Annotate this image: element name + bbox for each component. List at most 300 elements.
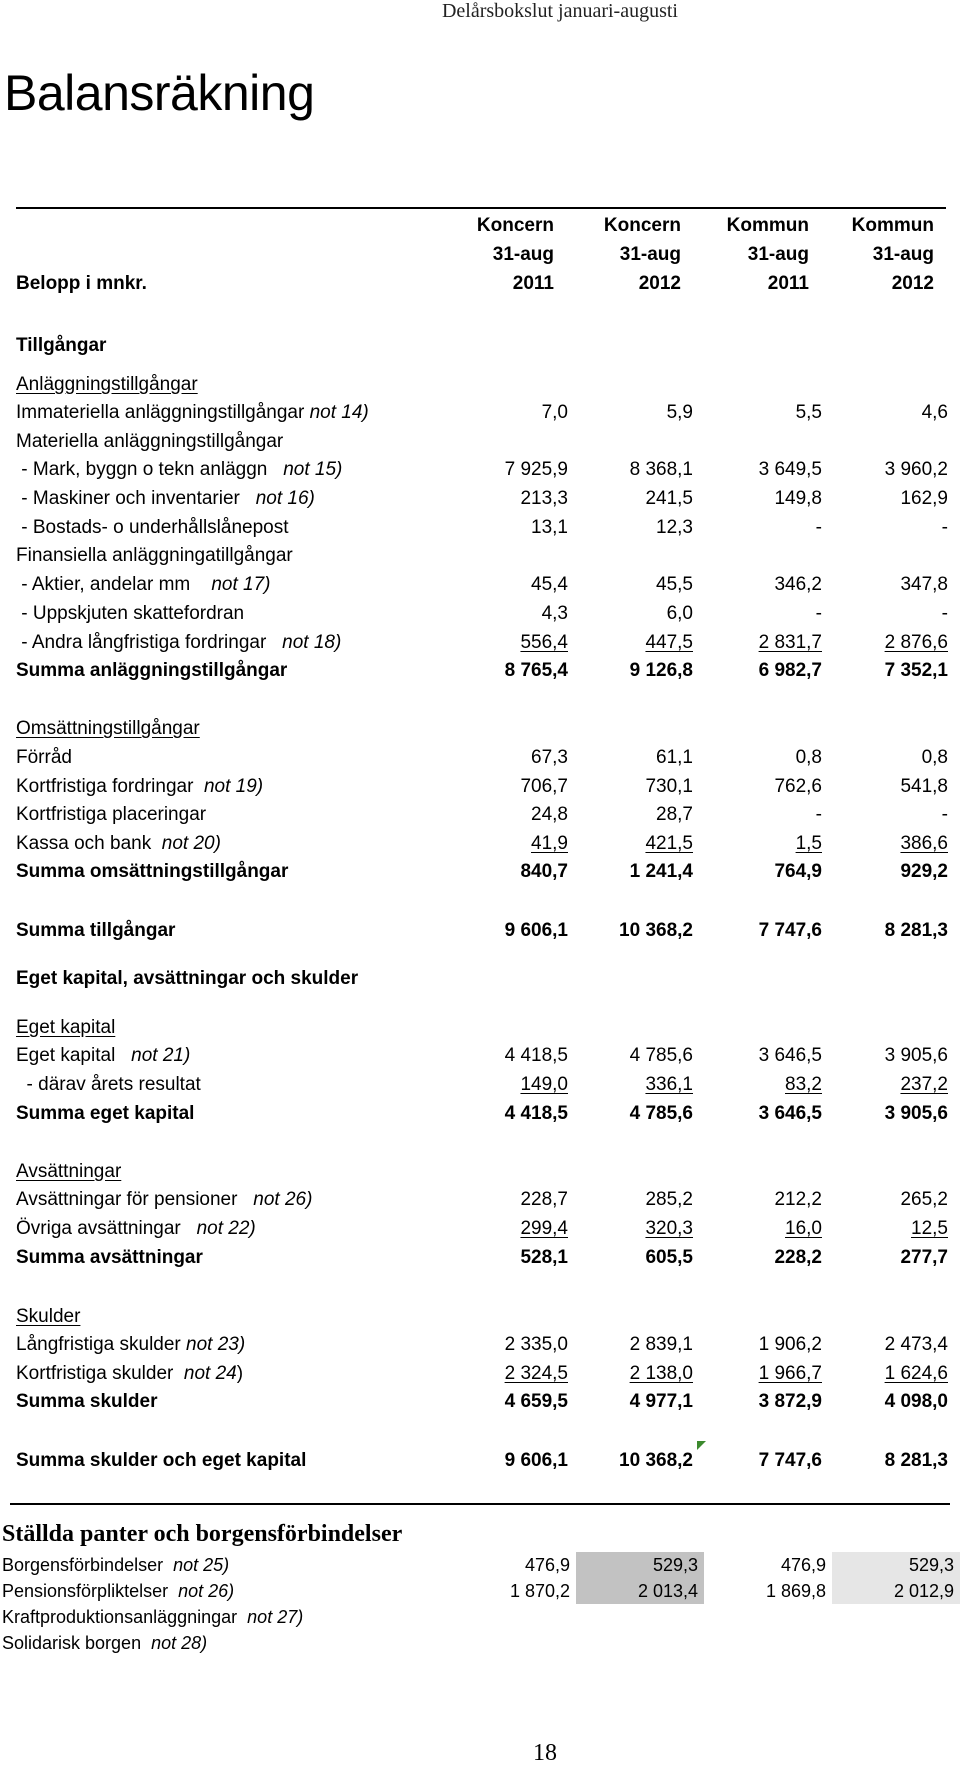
row-label-text: Immateriella anläggningstillgångar [16,402,310,423]
bottom-rule [10,1503,950,1505]
note-reference: not 28) [151,1633,208,1653]
table-row [0,628,960,657]
row-label-text: - Bostads- o underhållslånepost [16,517,289,538]
value-cell [722,398,822,427]
value-text: 8 368,1 [629,459,693,480]
value-cell [468,513,568,542]
guarantee-label-text: Kraftproduktionsanläggningar [2,1607,248,1627]
value-cell [722,1185,822,1214]
row-label [16,1214,256,1243]
value-text: 4 659,5 [504,1391,568,1412]
row-label [16,398,369,427]
row-label [16,599,244,628]
row-label [16,1013,115,1042]
value-cell [468,628,568,657]
value-cell [848,916,948,945]
col2-year: 2012 [638,273,681,294]
value-cell [593,1243,693,1272]
note-reference: not 22) [196,1218,256,1239]
value-cell [468,1446,568,1475]
note-suffix: ) [236,1363,244,1384]
guarantee-label-text: Borgensförbindelser [2,1555,174,1575]
value-text: 213,3 [520,488,568,509]
row-label [16,370,198,399]
value-cell [722,1243,822,1272]
table-row [0,455,960,484]
value-text: 149,0 [520,1074,568,1095]
page-title: Balansräkning [4,65,315,121]
value-text: 2 839,1 [629,1334,693,1355]
value-text: 2 335,0 [504,1334,568,1355]
value-text: 3 646,5 [758,1045,822,1066]
value-cell [722,484,822,513]
row-label [16,484,315,513]
value-cell [722,1099,822,1128]
table-row [0,599,960,628]
value-text: 336,1 [645,1074,693,1095]
value-cell [722,1446,822,1475]
guarantee-label [2,1552,229,1578]
value-cell [848,513,948,542]
value-text: 237,2 [900,1074,948,1095]
value-text: 929,2 [900,861,948,882]
value-cell [468,484,568,513]
note-reference: not 27) [247,1607,304,1627]
value-cell [848,1070,948,1099]
table-row [0,398,960,427]
row-label-text: Långfristiga skulder [16,1334,187,1355]
value-text: 3 960,2 [884,459,948,480]
value-text: 299,4 [520,1218,568,1239]
row-label-text: Summa omsättningstillgångar [16,861,289,882]
value-text: 162,9 [900,488,948,509]
table-row [0,714,960,743]
value-text: 556,4 [520,632,568,653]
row-label [16,772,263,801]
value-cell [722,800,822,829]
value-text: 4 977,1 [629,1391,693,1412]
value-cell [848,599,948,628]
value-text: - [941,804,948,825]
row-label-text: Summa anläggningstillgångar [16,660,288,681]
guarantee-value-cell: 2 013,4 [576,1578,704,1604]
guarantee-value-cell: 529,3 [832,1552,960,1578]
row-label [16,570,271,599]
table-row [0,857,960,886]
note-reference: not 15) [283,459,343,480]
value-text: 285,2 [645,1189,693,1210]
row-label [16,1099,194,1128]
value-cell [848,1099,948,1128]
row-label [16,1157,121,1186]
table-row [0,370,960,399]
table-row [0,1330,960,1359]
value-text: 10 368,2 [619,920,693,941]
value-cell [468,1185,568,1214]
value-text: 2 473,4 [884,1334,948,1355]
value-cell [722,1070,822,1099]
row-label [16,455,342,484]
table-row [0,800,960,829]
row-label [16,1041,190,1070]
value-text: 4,6 [921,402,948,423]
value-text: 7,0 [541,402,568,423]
value-text: 212,2 [774,1189,822,1210]
value-cell [722,857,822,886]
value-cell [593,484,693,513]
row-label [16,1387,158,1416]
value-text: 149,8 [774,488,822,509]
table-row [0,1013,960,1042]
value-cell [848,772,948,801]
guarantee-label-text: Solidarisk borgen [2,1633,152,1653]
value-cell [593,455,693,484]
value-text: 346,2 [774,574,822,595]
table-row [0,916,960,945]
row-label [16,656,287,685]
row-label-text: Summa skulder [16,1391,158,1412]
value-cell [468,829,568,858]
guarantee-value-cell: 1 870,2 [509,1581,570,1601]
table-row [0,1041,960,1070]
value-text: 2 831,7 [758,632,822,653]
value-text: 0,8 [795,747,822,768]
row-label-text: Skulder [16,1306,81,1327]
value-text: 6 982,7 [758,660,822,681]
table-row [0,772,960,801]
value-text: 840,7 [520,861,568,882]
value-cell [848,1446,948,1475]
row-label-text: Avsättningar [16,1161,122,1182]
value-cell [722,772,822,801]
value-cell [593,800,693,829]
row-label [16,916,175,945]
row-label-text: Eget kapital [16,1017,116,1038]
note-reference: not 19) [203,776,264,797]
value-text: 7 747,6 [758,1450,822,1471]
table-row [0,331,960,360]
note-reference: not 21) [131,1045,191,1066]
value-cell [722,599,822,628]
value-cell [722,1214,822,1243]
value-text: 28,7 [656,804,693,825]
value-text: 4,3 [541,603,568,624]
value-cell [593,599,693,628]
page-number: 18 [533,1740,557,1766]
value-cell [722,916,822,945]
value-text: 2 138,0 [629,1363,693,1384]
col1-entity: Koncern [476,215,554,236]
value-cell [593,398,693,427]
value-cell [593,829,693,858]
value-cell [848,656,948,685]
value-text: 8 281,3 [884,920,948,941]
value-text: 16,0 [785,1218,822,1239]
value-cell [468,772,568,801]
value-cell [593,1099,693,1128]
value-text: 7 352,1 [884,660,948,681]
row-label [16,964,358,993]
value-cell [593,1446,693,1475]
value-text: 9 606,1 [504,920,568,941]
value-text: 762,6 [774,776,822,797]
row-label-text: Finansiella anläggningatillgångar [16,545,293,566]
row-label [16,628,341,657]
value-cell [848,743,948,772]
value-cell [593,772,693,801]
table-row [0,656,960,685]
value-text: 2 876,6 [884,632,948,653]
col1-date: 31-aug [492,244,554,265]
value-cell [722,829,822,858]
row-label-text: Övriga avsättningar [16,1218,197,1239]
value-text: 0,8 [921,747,948,768]
value-text: 4 785,6 [629,1045,693,1066]
value-text: 605,5 [645,1247,693,1268]
row-label-text: Summa eget kapital [16,1103,195,1124]
guarantee-row [0,1630,960,1656]
row-label [16,1070,201,1099]
value-text: 421,5 [645,833,693,854]
value-text: - [815,804,822,825]
value-text: 541,8 [900,776,948,797]
note-reference: not 26) [178,1581,235,1601]
guarantee-value-cell: 2 012,9 [832,1578,960,1604]
guarantee-label [2,1630,207,1656]
table-row [0,427,960,456]
note-reference: not 18) [282,632,342,653]
row-label-text: Summa tillgångar [16,920,176,941]
note-reference: not 24 [183,1363,237,1384]
value-cell [468,800,568,829]
value-text: 1 241,4 [629,861,693,882]
guarantee-label [2,1604,303,1630]
value-text: 730,1 [645,776,693,797]
top-rule [16,207,946,209]
value-text: 10 368,2 [619,1450,693,1471]
value-cell [468,599,568,628]
row-label-text: - därav årets resultat [16,1074,201,1095]
value-text: 61,1 [656,747,693,768]
value-text: 4 098,0 [884,1391,948,1412]
value-text: 228,7 [520,1189,568,1210]
value-cell [848,570,948,599]
guarantee-value-cell: 1 869,8 [765,1581,826,1601]
value-cell [848,1243,948,1272]
table-row [0,484,960,513]
value-cell [722,1359,822,1388]
value-cell [593,743,693,772]
row-label-text: - Maskiner och inventarier [16,488,256,509]
row-label-text: Kortfristiga placeringar [16,804,207,825]
comment-marker-icon [697,1441,706,1450]
value-text: 3 905,6 [884,1103,948,1124]
value-cell [593,1359,693,1388]
value-text: 12,5 [911,1218,948,1239]
guarantee-value-cell: 476,9 [524,1555,570,1575]
row-label-text: Eget kapital, avsättningar och skulder [16,968,359,989]
table-row [0,513,960,542]
guarantee-value-cell: 476,9 [780,1555,826,1575]
value-cell [468,398,568,427]
table-row [0,1446,960,1475]
table-row [0,1070,960,1099]
table-row [0,1387,960,1416]
value-text: 8 765,4 [504,660,568,681]
row-label [16,829,221,858]
value-text: 3 905,6 [884,1045,948,1066]
guarantee-row [0,1552,960,1578]
value-cell [468,1070,568,1099]
value-text: 277,7 [900,1247,948,1268]
row-label [16,1185,312,1214]
row-label-text: - Uppskjuten skattefordran [16,603,245,624]
value-cell [593,1041,693,1070]
value-cell [593,656,693,685]
row-label [16,541,293,570]
guarantee-label-text: Pensionsförpliktelser [2,1581,179,1601]
value-cell [593,1185,693,1214]
value-text: 67,3 [531,747,568,768]
value-text: 45,5 [656,574,693,595]
table-row [0,829,960,858]
value-cell [593,628,693,657]
value-cell [722,1041,822,1070]
row-label [16,1446,306,1475]
value-cell [848,1330,948,1359]
table-row [0,964,960,993]
value-cell [848,1041,948,1070]
value-text: 3 649,5 [758,459,822,480]
value-text: 3 646,5 [758,1103,822,1124]
value-text: 41,9 [531,833,568,854]
value-text: 241,5 [645,488,693,509]
value-cell [593,1330,693,1359]
value-cell [468,1359,568,1388]
table-row [0,1157,960,1186]
value-text: 9 606,1 [504,1450,568,1471]
guarantee-value-cell: 529,3 [576,1552,704,1578]
col2-entity: Koncern [603,215,681,236]
col3-date: 31-aug [747,244,809,265]
value-cell [593,570,693,599]
value-cell [848,1185,948,1214]
row-label-text: Anläggningstillgångar [16,374,198,395]
value-text: 228,2 [774,1247,822,1268]
row-label-text: Materiella anläggningstillgångar [16,431,284,452]
row-label-text: Eget kapital [16,1045,132,1066]
note-reference: not 26) [253,1189,313,1210]
value-cell [468,1330,568,1359]
value-text: 45,4 [531,574,568,595]
table-row [0,570,960,599]
value-text: 764,9 [774,861,822,882]
row-label [16,513,289,542]
value-text: 2 324,5 [504,1363,568,1384]
value-text: 347,8 [900,574,948,595]
row-label [16,1359,243,1388]
value-text: 706,7 [520,776,568,797]
guarantees-title: Ställda panter och borgensförbindelser [2,1521,403,1547]
table-row [0,1185,960,1214]
row-label [16,743,72,772]
row-label-text: - Aktier, andelar mm [16,574,212,595]
value-cell [593,857,693,886]
value-text: 83,2 [785,1074,822,1095]
value-text: 13,1 [531,517,568,538]
col1-year: 2011 [512,273,554,294]
value-cell [848,1359,948,1388]
value-cell [848,800,948,829]
value-text: 24,8 [531,804,568,825]
row-label [16,1330,245,1359]
value-cell [468,1099,568,1128]
note-reference: not 23) [186,1334,246,1355]
value-cell [468,1041,568,1070]
value-text: 9 126,8 [629,660,693,681]
value-text: 6,0 [666,603,693,624]
col2-date: 31-aug [619,244,681,265]
value-text: 12,3 [656,517,693,538]
value-cell [722,628,822,657]
table-row [0,1214,960,1243]
value-cell [722,455,822,484]
value-cell [722,656,822,685]
value-cell [468,455,568,484]
value-cell [848,398,948,427]
note-reference: not 20) [161,833,221,854]
value-cell [722,570,822,599]
table-row [0,1359,960,1388]
value-text: 4 418,5 [504,1103,568,1124]
value-text: 1 966,7 [758,1363,822,1384]
value-text: 3 872,9 [758,1391,822,1412]
table-row [0,1302,960,1331]
guarantee-row [0,1604,960,1630]
row-label-text: Summa avsättningar [16,1247,203,1268]
value-text: 528,1 [520,1247,568,1268]
table-row [0,541,960,570]
guarantee-row [0,1578,960,1604]
value-text: 1 624,6 [884,1363,948,1384]
row-label-text: Kortfristiga fordringar [16,776,204,797]
value-cell [848,829,948,858]
value-text: - [815,517,822,538]
value-cell [722,1330,822,1359]
value-text: 7 925,9 [504,459,568,480]
unit-label: Belopp i mnkr. [16,273,147,294]
value-cell [848,857,948,886]
table-row [0,743,960,772]
row-label-text: Kortfristiga skulder [16,1363,184,1384]
value-cell [468,743,568,772]
value-cell [593,1387,693,1416]
value-cell [468,656,568,685]
row-label [16,857,288,886]
table-row [0,1099,960,1128]
row-label [16,427,283,456]
note-reference: not 16) [255,488,315,509]
col4-date: 31-aug [872,244,934,265]
row-label-text: Omsättningstillgångar [16,718,200,739]
value-text: 8 281,3 [884,1450,948,1471]
value-text: - [941,517,948,538]
value-text: - [941,603,948,624]
guarantee-label [2,1578,234,1604]
note-reference: not 25) [173,1555,230,1575]
col4-year: 2012 [891,273,934,294]
value-text: 265,2 [900,1189,948,1210]
